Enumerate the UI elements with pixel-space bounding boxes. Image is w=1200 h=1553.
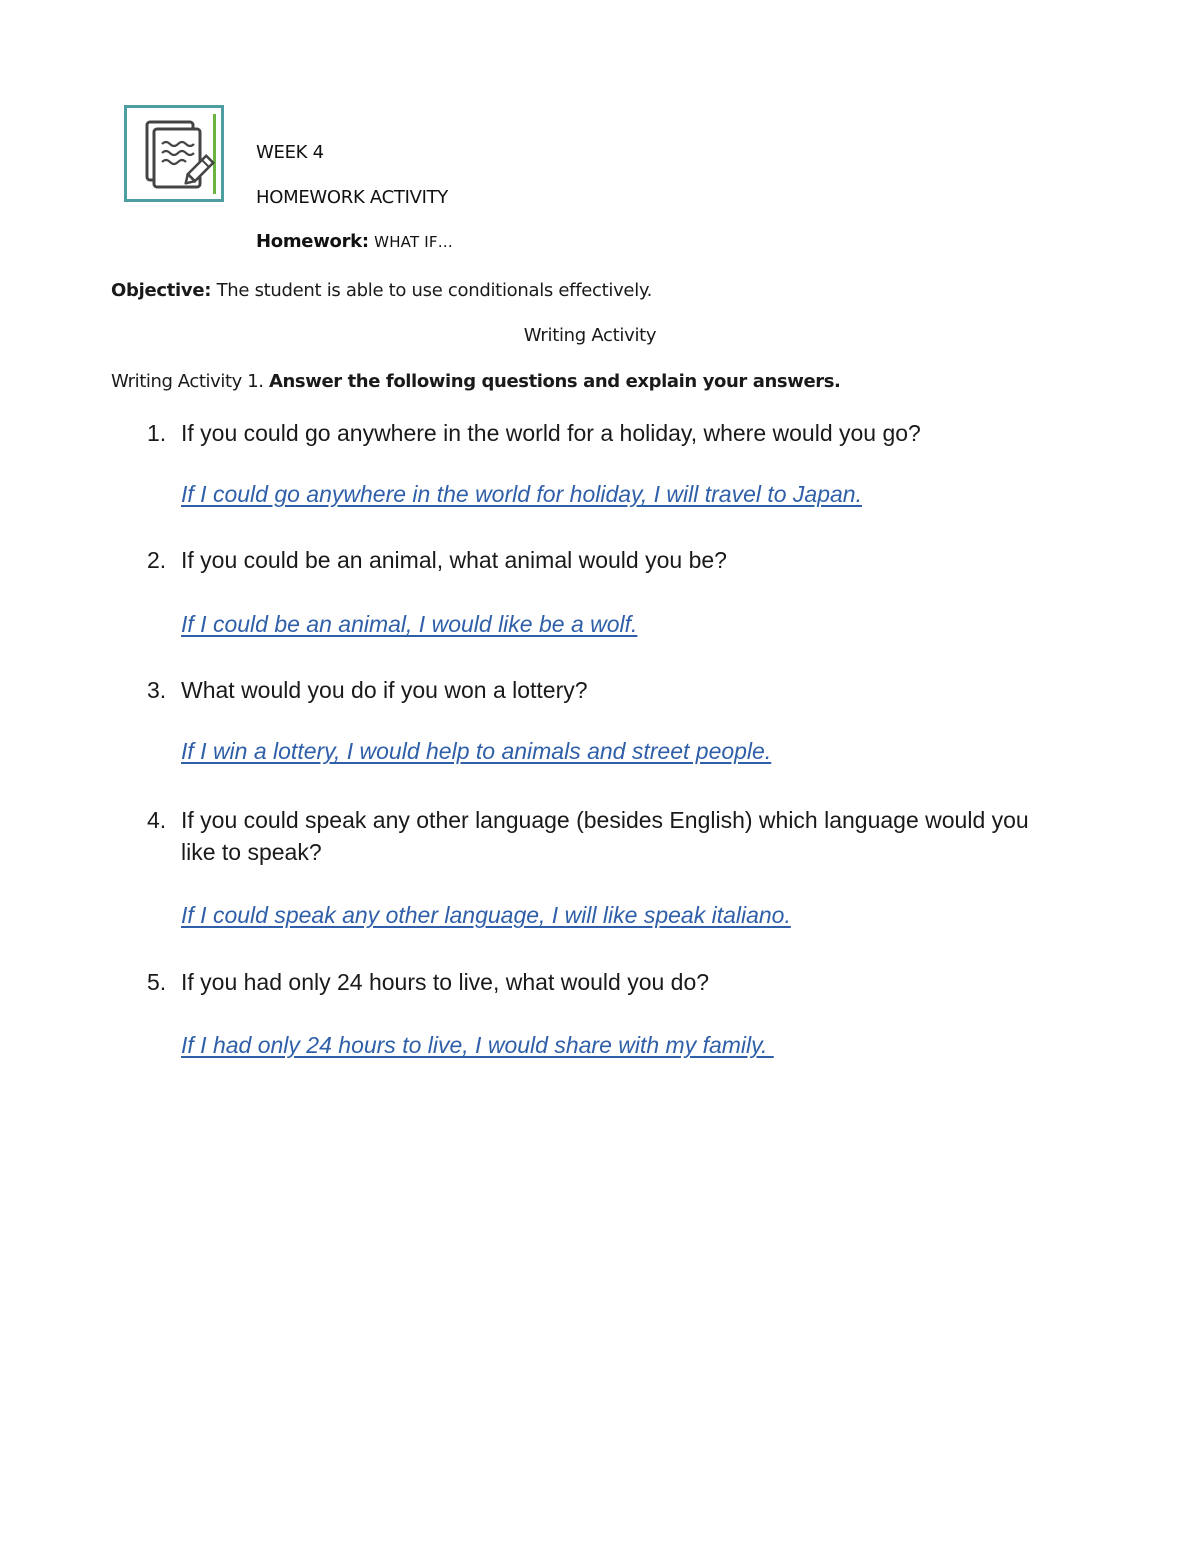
question-number: 3.	[147, 677, 167, 703]
notepad-pencil-icon	[127, 108, 221, 199]
question-text: If you could speak any other language (besides English) which language would you like to speak?	[181, 807, 1029, 865]
homework-label: Homework:	[256, 231, 369, 252]
question-item	[147, 417, 1047, 449]
answer-text: If I had only 24 hours to live, I would share with my family.	[181, 1032, 774, 1058]
homework-title-line	[256, 231, 453, 252]
objective-line	[111, 280, 652, 301]
question-number: 5.	[147, 969, 167, 995]
question-number: 4.	[147, 807, 167, 833]
homework-logo	[124, 105, 224, 202]
homework-title: WHAT IF…	[374, 233, 453, 251]
question-text: If you had only 24 hours to live, what would you do?	[181, 969, 710, 995]
answer-text: If I could go anywhere in the world for holiday, I will travel to Japan.	[181, 481, 862, 507]
instructions-text: Answer the following questions and explain your answers.	[268, 371, 841, 392]
question-item	[147, 804, 1047, 868]
question-item	[147, 966, 1047, 998]
answer-text: If I win a lottery, I would help to animals and street people.	[181, 738, 772, 764]
question-text: If you could go anywhere in the world for a holiday, where would you go?	[181, 420, 921, 446]
section-title: Writing Activity	[523, 325, 657, 346]
question-number: 1.	[147, 420, 167, 446]
activity-type-label: HOMEWORK ACTIVITY	[256, 187, 448, 208]
instructions-prefix: Writing Activity 1.	[111, 371, 264, 392]
objective-label: Objective:	[111, 280, 212, 301]
answer-text: If I could be an animal, I would like be a wolf.	[181, 611, 638, 637]
question-item	[147, 674, 1047, 706]
objective-text: The student is able to use conditionals effectively.	[216, 280, 653, 301]
answer-text: If I could speak any other language, I will like speak italiano.	[181, 902, 791, 928]
question-number: 2.	[147, 547, 167, 573]
instructions-line	[111, 371, 841, 392]
question-text: If you could be an animal, what animal would you be?	[181, 547, 727, 573]
question-item	[147, 544, 1047, 576]
question-text: What would you do if you won a lottery?	[181, 677, 588, 703]
week-label: WEEK 4	[256, 142, 324, 163]
